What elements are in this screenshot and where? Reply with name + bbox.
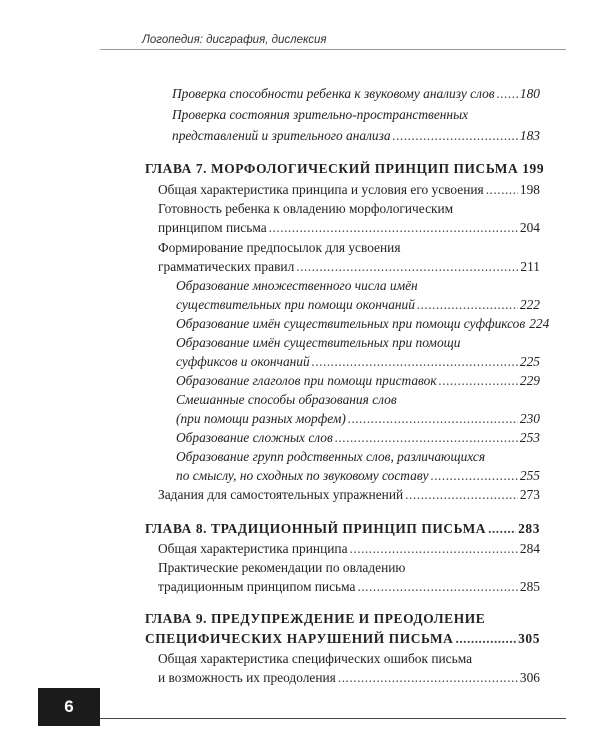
toc-entry[interactable]: принципом письма ..... 204 <box>158 221 540 234</box>
toc-entry[interactable]: представлений и зрительного анализа ..... 183 <box>172 129 540 142</box>
toc-entry[interactable]: Образование имён существительных при помощи суффиксов 224 <box>176 316 550 331</box>
toc-entry[interactable]: Общая характеристика принципа ..... 284 <box>158 542 540 555</box>
toc-entry[interactable]: Готовность ребенка к овладению морфологическим <box>158 201 454 216</box>
running-title: Логопедия: дисграфия, дислексия <box>142 34 327 46</box>
toc-entry[interactable]: суффиксов и окончаний ..... 225 <box>176 355 540 368</box>
toc-entry[interactable]: Смешанные способы образования слов <box>176 392 397 407</box>
toc-entry[interactable]: Общая характеристика специфических ошибок письма <box>158 651 473 666</box>
toc-entry[interactable]: и возможность их преодоления ..... 306 <box>158 671 540 684</box>
page-number: 6 <box>64 697 74 716</box>
toc-entry[interactable]: Образование сложных слов ..... 253 <box>176 431 540 444</box>
toc-entry[interactable]: Проверка состояния зрительно-пространственных <box>172 107 469 122</box>
toc-entry[interactable]: Проверка способности ребенка к звуковому анализу слов ..... 180 <box>172 87 540 100</box>
toc-chapter[interactable]: ГЛАВА 8. ТРАДИЦИОННЫЙ ПРИНЦИП ПИСЬМА ..... 283 <box>145 522 540 535</box>
toc-entry[interactable]: Задания для самостоятельных упражнений ..... 273 <box>158 488 540 501</box>
toc-entry[interactable]: Практические рекомендации по овладению <box>158 560 406 575</box>
toc-entry[interactable]: Формирование предпосылок для усвоения <box>158 240 401 255</box>
page-number-badge <box>38 688 100 726</box>
toc-entry[interactable]: по смыслу, но сходных по звуковому составу ..... 255 <box>176 469 540 482</box>
toc-chapter[interactable]: ГЛАВА 9. ПРЕДУПРЕЖДЕНИЕ И ПРЕОДОЛЕНИЕ <box>145 611 486 626</box>
toc-entry[interactable]: Образование множественного числа имён <box>176 278 418 293</box>
toc-entry[interactable]: Образование групп родственных слов, различающихся <box>176 449 486 464</box>
toc-entry[interactable]: Образование глаголов при помощи приставок ..... 229 <box>176 374 540 387</box>
toc-chapter[interactable]: СПЕЦИФИЧЕСКИХ НАРУШЕНИЙ ПИСЬМА ..... 305 <box>145 632 540 645</box>
toc-entry[interactable]: грамматических правил ..... 211 <box>158 260 540 273</box>
toc-entry[interactable]: (при помощи разных морфем) ..... 230 <box>176 412 540 425</box>
toc-entry[interactable]: Общая характеристика принципа и условия его усвоения ..... 198 <box>158 183 540 196</box>
toc-entry[interactable]: традиционным принципом письма ..... 285 <box>158 580 540 593</box>
toc-entry[interactable]: Образование имён существительных при помощи <box>176 335 461 350</box>
toc-chapter[interactable]: ГЛАВА 7. МОРФОЛОГИЧЕСКИЙ ПРИНЦИП ПИСЬМА 199 <box>145 161 545 176</box>
footer-rule <box>100 718 566 719</box>
toc-entry[interactable]: существительных при помощи окончаний ..... 222 <box>176 298 540 311</box>
